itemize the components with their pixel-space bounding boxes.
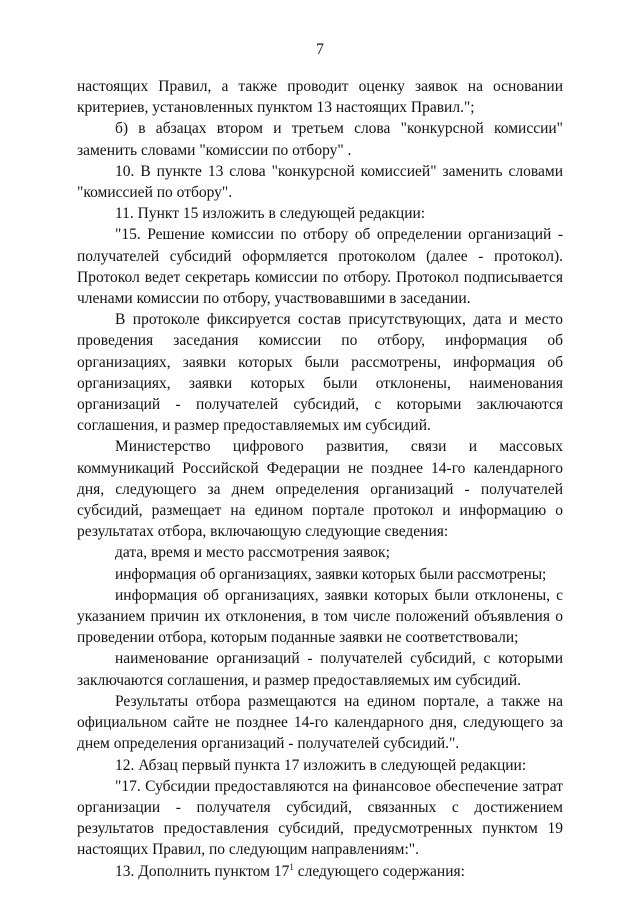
item-13-text-after: следующего содержания:: [293, 862, 465, 880]
item-13-text-before: 13. Дополнить пунктом 17: [115, 862, 290, 880]
list-item-recipients: наименование организаций - получателей субсидий, с которыми заключаются соглашения, и размер предоставляемых им субсидий.: [77, 650, 563, 689]
paragraph-ministry-publication: Министерство цифрового развития, связи и массовых коммуникаций Российской Федерации не позднее 14-го календарного дня, следующего за днем определения организаций - получателей субсидий, размещает на едином портале протокол и информацию о результатах отбора, включающую следующие сведения:: [77, 438, 563, 541]
item-13-superscript: 1: [289, 861, 294, 872]
paragraph-continuation: настоящих Правил, а также проводит оценку заявок на основании критериев, установленных пунктом 13 настоящих Правил.";: [77, 78, 563, 117]
paragraph-results-posting: Результаты отбора размещаются на едином портале, а также на официальном сайте не позднее 14-го календарного дня, следующего за днем определения организаций - получателей субсидий.".: [77, 692, 563, 753]
paragraph-subitem-b: б) в абзацах втором и третьем слова "конкурсной комиссии" заменить словами "комиссии по отбору" .: [77, 120, 563, 159]
paragraph-item-10: 10. В пункте 13 слова "конкурсной комиссией" заменить словами "комиссией по отбору".: [77, 162, 563, 202]
paragraph-protocol-contents: В протоколе фиксируется состав присутствующих, дата и место проведения заседания комиссии по отбору, информация об организациях, заявки которых были рассмотрены, информация об организациях, заявки которых были отклонены, наименования организаций - получателей субсидий, с которыми заключаются соглашения, и размер предоставляемых им субсидий.: [77, 311, 563, 435]
page-number: 7: [316, 41, 324, 58]
paragraph-clause-17: "17. Субсидии предоставляются на финансовое обеспечение затрат организации - получателя субсидий, связанных с достижением результатов предоставления субсидий, предусмотренных пунктом 19 настоящих Правил, по следующим направлениям:".: [77, 777, 563, 859]
list-item-date-time-place: дата, время и место рассмотрения заявок;: [115, 544, 390, 562]
paragraph-item-11: 11. Пункт 15 изложить в следующей редакции:: [115, 205, 426, 223]
paragraph-clause-15: "15. Решение комиссии по отбору об определении организаций - получателей субсидий оформляется протоколом (далее - протокол). Протокол ведет секретарь комиссии по отбору. Протокол подписывается членами комиссии по отбору, участвовавшими в заседании.: [77, 226, 563, 308]
list-item-reviewed-applications: информация об организациях, заявки которых были рассмотрены;: [115, 565, 547, 583]
document-body: [77, 76, 563, 882]
list-item-rejected-applications: информация об организациях, заявки которых были отклонены, с указанием причин их отклонения, в том числе положений объявления о проведении отбора, которым поданные заявки не соответствовали;: [77, 586, 563, 647]
paragraph-item-13: [77, 861, 563, 882]
paragraph-item-12: 12. Абзац первый пункта 17 изложить в следующей редакции:: [115, 756, 527, 774]
